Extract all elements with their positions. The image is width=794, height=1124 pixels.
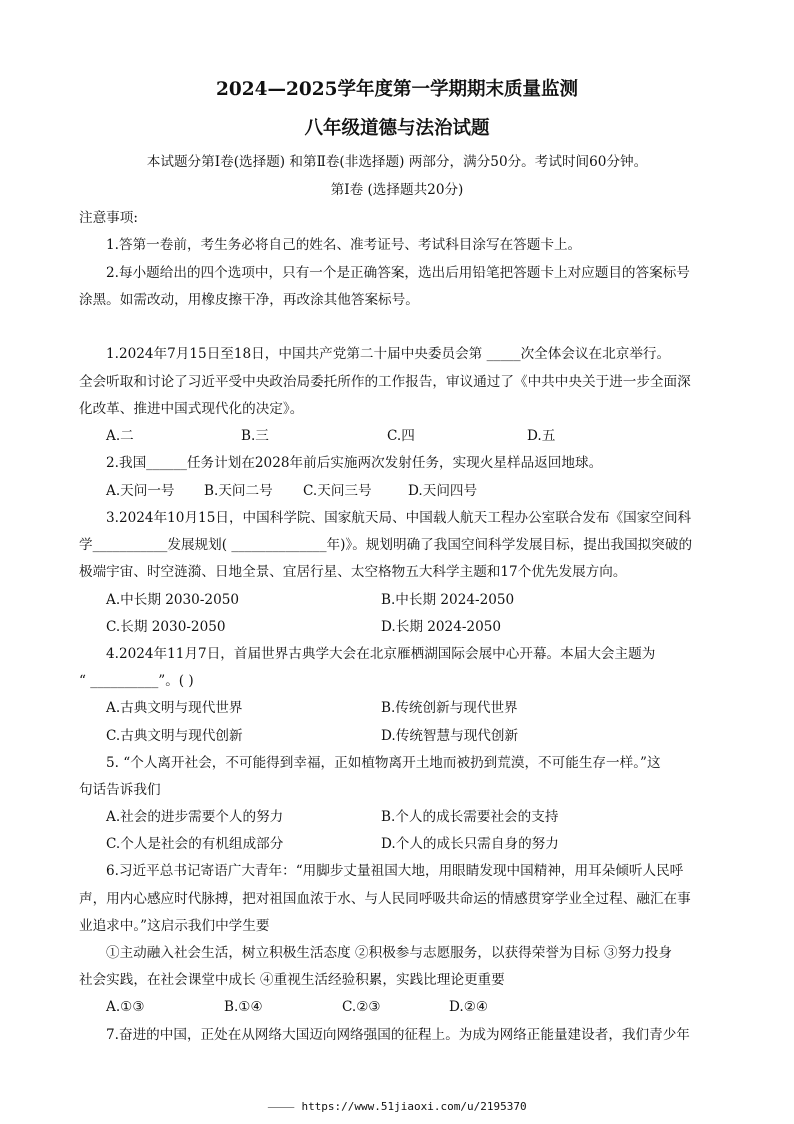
q2-option-a: A.天问一号 — [106, 483, 175, 499]
q2-option-c: C.天问三号 — [303, 483, 372, 499]
q6-line-1: 6.习近平总书记寄语广大青年：“用脚步丈量祖国大地，用眼睛发现中国精神，用耳朵倾听人民呼 — [106, 863, 684, 879]
q4-option-c: C.古典文明与现代创新 — [106, 728, 243, 744]
exam-title: 2024—2025学年度第一学期期末质量监测 — [216, 79, 578, 100]
q3-line-3: 极端宇宙、时空涟漪、日地全景、宜居行星、太空格物五大科学主题和17个优先发展方向。 — [79, 564, 627, 580]
note-1: 1.答第一卷前，考生务必将自己的姓名、准考证号、考试科目涂写在答题卡上。 — [106, 237, 582, 253]
q1-line-3: 化改革、推进中国式现代化的决定》。 — [79, 401, 304, 417]
notes-heading: 注意事项: — [79, 210, 138, 226]
q4-option-a: A.古典文明与现代世界 — [106, 700, 243, 716]
q3-line-1: 3.2024年10月15日，中国科学院、国家航天局、中国载人航天工程办公室联合发布《国家空间科 — [106, 510, 692, 526]
q3-option-c: C.长期 2030-2050 — [106, 619, 226, 635]
q7-line-1: 7.奋进的中国，正处在从网络大国迈向网络强国的征程上。为成为网络正能量建设者，我们青少年 — [106, 1027, 690, 1043]
q5-option-c: C.个人是社会的有机组成部分 — [106, 836, 284, 852]
q2-option-b: B.天问二号 — [204, 483, 273, 499]
q6-option-c: C.②③ — [342, 999, 381, 1015]
q1-line-1: 1.2024年7月15日至18日，中国共产党第二十届中央委员会第 _____次全体会议在北京举行。 — [106, 346, 671, 362]
q3-line-2: 学___________发展规划( ______________年)》。规划明确了我国空间科学发展目标，提出我国拟突破的 — [79, 537, 693, 553]
section-heading: 第Ⅰ卷 (选择题共20分) — [330, 182, 464, 198]
q2-line-1: 2.我国______任务计划在2028年前后实施两次发射任务，实现火星样品返回地球。 — [106, 455, 603, 471]
q1-line-2: 全会听取和讨论了习近平受中央政治局委托所作的工作报告，审议通过了《中共中央关于进一步全面深 — [79, 374, 691, 390]
q5-option-a: A.社会的进步需要个人的努力 — [106, 809, 284, 825]
q2-option-d: D.天问四号 — [408, 483, 478, 499]
q6-option-a: A.①③ — [106, 999, 145, 1015]
q4-line-1: 4.2024年11月7日，首届世界古典学大会在北京雁栖湖国际会展中心开幕。本届大会主题为 — [106, 646, 656, 662]
q4-line-2: “ __________”。( ) — [79, 673, 194, 689]
q6-statement-line-2: 社会实践，在社会课堂中成长 ④重视生活经验积累，实践比理论更重要 — [79, 972, 505, 988]
q6-option-d: D.②④ — [449, 999, 489, 1015]
exam-intro: 本试题分第Ⅰ卷(选择题) 和第Ⅱ卷(非选择题) 两部分，满分50分。考试时间60分钟。 — [146, 154, 648, 170]
q3-option-b: B.中长期 2024-2050 — [381, 592, 515, 608]
note-2-line-2: 涂黑。如需改动，用橡皮擦干净，再改涂其他答案标号。 — [79, 292, 419, 308]
exam-subtitle: 八年级道德与法治试题 — [304, 118, 490, 139]
q6-line-2: 声，用内心感应时代脉搏，把对祖国血浓于水、与人民同呼吸共命运的情感贯穿学业全过程、融汇在事 — [79, 891, 691, 907]
q1-option-c: C.四 — [387, 428, 415, 444]
q6-line-3: 业追求中。”这启示我们中学生要 — [79, 918, 270, 934]
q3-option-a: A.中长期 2030-2050 — [106, 592, 240, 608]
q5-option-d: D.个人的成长只需自身的努力 — [381, 836, 559, 852]
q5-option-b: B.个人的成长需要社会的支持 — [381, 809, 559, 825]
q4-option-b: B.传统创新与现代世界 — [381, 700, 518, 716]
footer-watermark-link[interactable]: ⸻ https://www.51jiaoxi.com/u/2195370 — [267, 1100, 527, 1113]
q6-option-b: B.①④ — [224, 999, 263, 1015]
q3-option-d: D.长期 2024-2050 — [381, 619, 502, 635]
q1-option-a: A.二 — [106, 428, 134, 444]
q1-option-b: B.三 — [241, 428, 269, 444]
q5-line-1: 5. “个人离开社会，不可能得到幸福，正如植物离开土地而被扔到荒漠，不可能生存一样。”这 — [106, 755, 661, 771]
note-2-line-1: 2.每小题给出的四个选项中，只有一个是正确答案，选出后用铅笔把答题卡上对应题目的答案标号 — [106, 265, 690, 281]
q4-option-d: D.传统智慧与现代创新 — [381, 728, 519, 744]
q6-statement-line-1: ①主动融入社会生活，树立积极生活态度 ②积极参与志愿服务，以获得荣誉为目标 ③努力投身 — [106, 945, 672, 961]
q5-line-2: 句话告诉我们 — [79, 782, 161, 798]
q1-option-d: D.五 — [527, 428, 556, 444]
